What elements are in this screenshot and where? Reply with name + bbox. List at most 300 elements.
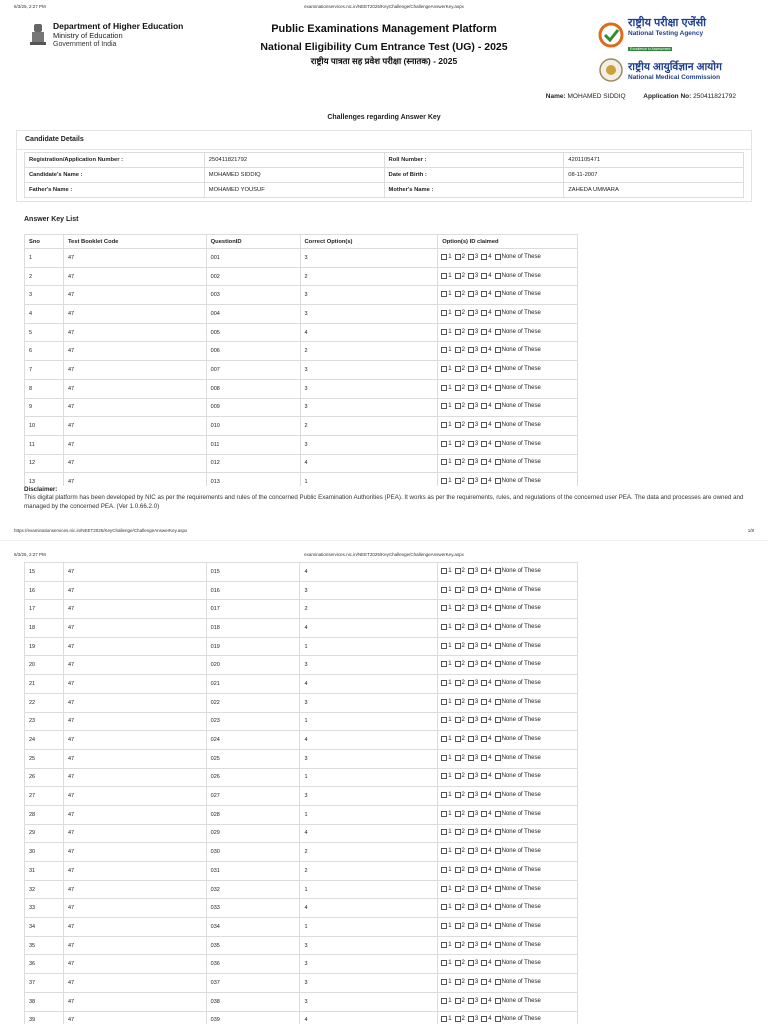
- checkbox-box[interactable]: [468, 755, 474, 761]
- option-2-checkbox[interactable]: [455, 979, 465, 985]
- option-4-checkbox[interactable]: [481, 923, 491, 929]
- option-1-checkbox[interactable]: [441, 829, 451, 835]
- checkbox-box[interactable]: [495, 736, 501, 742]
- none-of-these-checkbox[interactable]: [495, 587, 541, 593]
- checkbox-box[interactable]: [495, 624, 501, 630]
- checkbox-box[interactable]: [495, 366, 501, 372]
- option-4-checkbox[interactable]: [481, 867, 491, 873]
- checkbox-box[interactable]: [441, 998, 447, 1004]
- option-2-checkbox[interactable]: [455, 605, 465, 611]
- checkbox-box[interactable]: [495, 605, 501, 611]
- checkbox-box[interactable]: [495, 755, 501, 761]
- none-of-these-checkbox[interactable]: [495, 643, 541, 649]
- checkbox-box[interactable]: [455, 960, 461, 966]
- checkbox-box[interactable]: [441, 717, 447, 723]
- checkbox-box[interactable]: [468, 792, 474, 798]
- none-of-these-checkbox[interactable]: [495, 310, 541, 316]
- checkbox-box[interactable]: [495, 942, 501, 948]
- checkbox-box[interactable]: [455, 736, 461, 742]
- option-1-checkbox[interactable]: [441, 886, 451, 892]
- checkbox-box[interactable]: [481, 960, 487, 966]
- none-of-these-checkbox[interactable]: [495, 773, 541, 779]
- option-1-checkbox[interactable]: [441, 773, 451, 779]
- option-1-checkbox[interactable]: [441, 254, 451, 260]
- checkbox-box[interactable]: [455, 310, 461, 316]
- checkbox-box[interactable]: [441, 385, 447, 391]
- checkbox-box[interactable]: [495, 979, 501, 985]
- checkbox-box[interactable]: [481, 1016, 487, 1022]
- option-1-checkbox[interactable]: [441, 960, 451, 966]
- option-1-checkbox[interactable]: [441, 459, 451, 465]
- none-of-these-checkbox[interactable]: [495, 811, 541, 817]
- option-2-checkbox[interactable]: [455, 385, 465, 391]
- option-1-checkbox[interactable]: [441, 848, 451, 854]
- option-3-checkbox[interactable]: [468, 998, 478, 1004]
- checkbox-box[interactable]: [455, 366, 461, 372]
- option-4-checkbox[interactable]: [481, 773, 491, 779]
- option-2-checkbox[interactable]: [455, 587, 465, 593]
- option-3-checkbox[interactable]: [468, 829, 478, 835]
- checkbox-box[interactable]: [455, 717, 461, 723]
- option-1-checkbox[interactable]: [441, 478, 451, 484]
- checkbox-box[interactable]: [441, 867, 447, 873]
- checkbox-box[interactable]: [468, 329, 474, 335]
- option-1-checkbox[interactable]: [441, 643, 451, 649]
- option-3-checkbox[interactable]: [468, 347, 478, 353]
- checkbox-box[interactable]: [455, 923, 461, 929]
- checkbox-box[interactable]: [495, 329, 501, 335]
- checkbox-box[interactable]: [481, 923, 487, 929]
- checkbox-box[interactable]: [441, 310, 447, 316]
- checkbox-box[interactable]: [441, 478, 447, 484]
- checkbox-box[interactable]: [441, 755, 447, 761]
- option-4-checkbox[interactable]: [481, 605, 491, 611]
- option-3-checkbox[interactable]: [468, 624, 478, 630]
- checkbox-box[interactable]: [495, 385, 501, 391]
- checkbox-box[interactable]: [441, 254, 447, 260]
- checkbox-box[interactable]: [468, 403, 474, 409]
- checkbox-box[interactable]: [495, 661, 501, 667]
- option-1-checkbox[interactable]: [441, 717, 451, 723]
- checkbox-box[interactable]: [441, 1016, 447, 1022]
- option-4-checkbox[interactable]: [481, 459, 491, 465]
- checkbox-box[interactable]: [468, 773, 474, 779]
- checkbox-box[interactable]: [495, 867, 501, 873]
- none-of-these-checkbox[interactable]: [495, 848, 541, 854]
- checkbox-box[interactable]: [455, 680, 461, 686]
- checkbox-box[interactable]: [441, 979, 447, 985]
- checkbox-box[interactable]: [468, 254, 474, 260]
- option-2-checkbox[interactable]: [455, 886, 465, 892]
- none-of-these-checkbox[interactable]: [495, 717, 541, 723]
- option-3-checkbox[interactable]: [468, 661, 478, 667]
- checkbox-box[interactable]: [455, 568, 461, 574]
- checkbox-box[interactable]: [481, 310, 487, 316]
- none-of-these-checkbox[interactable]: [495, 792, 541, 798]
- checkbox-box[interactable]: [481, 755, 487, 761]
- checkbox-box[interactable]: [495, 699, 501, 705]
- none-of-these-checkbox[interactable]: [495, 329, 541, 335]
- option-3-checkbox[interactable]: [468, 736, 478, 742]
- checkbox-box[interactable]: [468, 829, 474, 835]
- option-3-checkbox[interactable]: [468, 366, 478, 372]
- checkbox-box[interactable]: [495, 680, 501, 686]
- none-of-these-checkbox[interactable]: [495, 403, 541, 409]
- none-of-these-checkbox[interactable]: [495, 736, 541, 742]
- option-2-checkbox[interactable]: [455, 960, 465, 966]
- checkbox-box[interactable]: [455, 273, 461, 279]
- checkbox-box[interactable]: [481, 829, 487, 835]
- option-4-checkbox[interactable]: [481, 329, 491, 335]
- checkbox-box[interactable]: [441, 568, 447, 574]
- option-1-checkbox[interactable]: [441, 904, 451, 910]
- checkbox-box[interactable]: [441, 923, 447, 929]
- option-4-checkbox[interactable]: [481, 736, 491, 742]
- option-3-checkbox[interactable]: [468, 403, 478, 409]
- checkbox-box[interactable]: [455, 661, 461, 667]
- checkbox-box[interactable]: [468, 310, 474, 316]
- option-3-checkbox[interactable]: [468, 755, 478, 761]
- none-of-these-checkbox[interactable]: [495, 273, 541, 279]
- checkbox-box[interactable]: [481, 624, 487, 630]
- option-4-checkbox[interactable]: [481, 680, 491, 686]
- option-4-checkbox[interactable]: [481, 717, 491, 723]
- checkbox-box[interactable]: [441, 459, 447, 465]
- none-of-these-checkbox[interactable]: [495, 478, 541, 484]
- option-4-checkbox[interactable]: [481, 942, 491, 948]
- checkbox-box[interactable]: [468, 587, 474, 593]
- checkbox-box[interactable]: [495, 811, 501, 817]
- checkbox-box[interactable]: [468, 347, 474, 353]
- option-3-checkbox[interactable]: [468, 254, 478, 260]
- checkbox-box[interactable]: [495, 587, 501, 593]
- checkbox-box[interactable]: [455, 587, 461, 593]
- option-1-checkbox[interactable]: [441, 699, 451, 705]
- option-1-checkbox[interactable]: [441, 273, 451, 279]
- option-3-checkbox[interactable]: [468, 960, 478, 966]
- checkbox-box[interactable]: [455, 624, 461, 630]
- option-1-checkbox[interactable]: [441, 979, 451, 985]
- checkbox-box[interactable]: [495, 310, 501, 316]
- checkbox-box[interactable]: [441, 792, 447, 798]
- option-2-checkbox[interactable]: [455, 1016, 465, 1022]
- checkbox-box[interactable]: [495, 568, 501, 574]
- none-of-these-checkbox[interactable]: [495, 904, 541, 910]
- none-of-these-checkbox[interactable]: [495, 960, 541, 966]
- option-1-checkbox[interactable]: [441, 942, 451, 948]
- checkbox-box[interactable]: [481, 254, 487, 260]
- checkbox-box[interactable]: [481, 385, 487, 391]
- option-4-checkbox[interactable]: [481, 998, 491, 1004]
- option-4-checkbox[interactable]: [481, 441, 491, 447]
- checkbox-box[interactable]: [455, 699, 461, 705]
- checkbox-box[interactable]: [455, 254, 461, 260]
- option-3-checkbox[interactable]: [468, 848, 478, 854]
- checkbox-box[interactable]: [481, 366, 487, 372]
- option-1-checkbox[interactable]: [441, 605, 451, 611]
- checkbox-box[interactable]: [481, 459, 487, 465]
- option-3-checkbox[interactable]: [468, 605, 478, 611]
- option-4-checkbox[interactable]: [481, 273, 491, 279]
- checkbox-box[interactable]: [495, 459, 501, 465]
- option-2-checkbox[interactable]: [455, 942, 465, 948]
- checkbox-box[interactable]: [468, 848, 474, 854]
- option-1-checkbox[interactable]: [441, 792, 451, 798]
- option-4-checkbox[interactable]: [481, 587, 491, 593]
- checkbox-box[interactable]: [481, 422, 487, 428]
- none-of-these-checkbox[interactable]: [495, 942, 541, 948]
- option-2-checkbox[interactable]: [455, 736, 465, 742]
- option-3-checkbox[interactable]: [468, 886, 478, 892]
- option-2-checkbox[interactable]: [455, 792, 465, 798]
- checkbox-box[interactable]: [455, 886, 461, 892]
- checkbox-box[interactable]: [468, 568, 474, 574]
- option-2-checkbox[interactable]: [455, 829, 465, 835]
- option-3-checkbox[interactable]: [468, 478, 478, 484]
- none-of-these-checkbox[interactable]: [495, 755, 541, 761]
- option-4-checkbox[interactable]: [481, 792, 491, 798]
- checkbox-box[interactable]: [481, 998, 487, 1004]
- option-1-checkbox[interactable]: [441, 736, 451, 742]
- option-2-checkbox[interactable]: [455, 998, 465, 1004]
- option-3-checkbox[interactable]: [468, 942, 478, 948]
- option-3-checkbox[interactable]: [468, 587, 478, 593]
- checkbox-box[interactable]: [481, 291, 487, 297]
- checkbox-box[interactable]: [455, 478, 461, 484]
- option-3-checkbox[interactable]: [468, 568, 478, 574]
- checkbox-box[interactable]: [481, 886, 487, 892]
- none-of-these-checkbox[interactable]: [495, 605, 541, 611]
- option-3-checkbox[interactable]: [468, 904, 478, 910]
- checkbox-box[interactable]: [495, 291, 501, 297]
- checkbox-box[interactable]: [441, 848, 447, 854]
- option-4-checkbox[interactable]: [481, 1016, 491, 1022]
- checkbox-box[interactable]: [455, 867, 461, 873]
- option-1-checkbox[interactable]: [441, 998, 451, 1004]
- option-4-checkbox[interactable]: [481, 886, 491, 892]
- option-2-checkbox[interactable]: [455, 459, 465, 465]
- checkbox-box[interactable]: [455, 829, 461, 835]
- option-2-checkbox[interactable]: [455, 478, 465, 484]
- option-3-checkbox[interactable]: [468, 867, 478, 873]
- option-3-checkbox[interactable]: [468, 792, 478, 798]
- checkbox-box[interactable]: [481, 717, 487, 723]
- none-of-these-checkbox[interactable]: [495, 998, 541, 1004]
- checkbox-box[interactable]: [441, 829, 447, 835]
- checkbox-box[interactable]: [495, 829, 501, 835]
- option-2-checkbox[interactable]: [455, 755, 465, 761]
- checkbox-box[interactable]: [441, 403, 447, 409]
- checkbox-box[interactable]: [455, 792, 461, 798]
- checkbox-box[interactable]: [468, 717, 474, 723]
- option-4-checkbox[interactable]: [481, 310, 491, 316]
- option-2-checkbox[interactable]: [455, 643, 465, 649]
- option-2-checkbox[interactable]: [455, 329, 465, 335]
- checkbox-box[interactable]: [495, 441, 501, 447]
- option-3-checkbox[interactable]: [468, 385, 478, 391]
- checkbox-box[interactable]: [468, 291, 474, 297]
- checkbox-box[interactable]: [468, 979, 474, 985]
- option-4-checkbox[interactable]: [481, 848, 491, 854]
- option-1-checkbox[interactable]: [441, 661, 451, 667]
- checkbox-box[interactable]: [455, 942, 461, 948]
- option-1-checkbox[interactable]: [441, 403, 451, 409]
- none-of-these-checkbox[interactable]: [495, 661, 541, 667]
- checkbox-box[interactable]: [468, 811, 474, 817]
- none-of-these-checkbox[interactable]: [495, 568, 541, 574]
- option-4-checkbox[interactable]: [481, 661, 491, 667]
- option-2-checkbox[interactable]: [455, 811, 465, 817]
- option-4-checkbox[interactable]: [481, 960, 491, 966]
- checkbox-box[interactable]: [495, 478, 501, 484]
- checkbox-box[interactable]: [455, 904, 461, 910]
- checkbox-box[interactable]: [495, 1016, 501, 1022]
- option-3-checkbox[interactable]: [468, 680, 478, 686]
- option-4-checkbox[interactable]: [481, 699, 491, 705]
- option-3-checkbox[interactable]: [468, 422, 478, 428]
- option-2-checkbox[interactable]: [455, 347, 465, 353]
- option-2-checkbox[interactable]: [455, 773, 465, 779]
- checkbox-box[interactable]: [455, 291, 461, 297]
- option-1-checkbox[interactable]: [441, 624, 451, 630]
- checkbox-box[interactable]: [495, 960, 501, 966]
- checkbox-box[interactable]: [468, 736, 474, 742]
- checkbox-box[interactable]: [441, 587, 447, 593]
- option-3-checkbox[interactable]: [468, 717, 478, 723]
- option-2-checkbox[interactable]: [455, 680, 465, 686]
- option-3-checkbox[interactable]: [468, 273, 478, 279]
- option-2-checkbox[interactable]: [455, 717, 465, 723]
- checkbox-box[interactable]: [441, 643, 447, 649]
- checkbox-box[interactable]: [468, 478, 474, 484]
- option-2-checkbox[interactable]: [455, 624, 465, 630]
- checkbox-box[interactable]: [481, 848, 487, 854]
- option-1-checkbox[interactable]: [441, 422, 451, 428]
- checkbox-box[interactable]: [455, 347, 461, 353]
- option-2-checkbox[interactable]: [455, 661, 465, 667]
- checkbox-box[interactable]: [481, 736, 487, 742]
- none-of-these-checkbox[interactable]: [495, 459, 541, 465]
- checkbox-box[interactable]: [455, 811, 461, 817]
- checkbox-box[interactable]: [468, 867, 474, 873]
- option-2-checkbox[interactable]: [455, 848, 465, 854]
- checkbox-box[interactable]: [481, 329, 487, 335]
- checkbox-box[interactable]: [468, 273, 474, 279]
- checkbox-box[interactable]: [495, 422, 501, 428]
- checkbox-box[interactable]: [495, 403, 501, 409]
- checkbox-box[interactable]: [481, 680, 487, 686]
- checkbox-box[interactable]: [481, 347, 487, 353]
- option-4-checkbox[interactable]: [481, 366, 491, 372]
- checkbox-box[interactable]: [468, 459, 474, 465]
- checkbox-box[interactable]: [495, 347, 501, 353]
- checkbox-box[interactable]: [495, 773, 501, 779]
- checkbox-box[interactable]: [468, 605, 474, 611]
- checkbox-box[interactable]: [441, 273, 447, 279]
- option-4-checkbox[interactable]: [481, 979, 491, 985]
- none-of-these-checkbox[interactable]: [495, 366, 541, 372]
- checkbox-box[interactable]: [481, 661, 487, 667]
- checkbox-box[interactable]: [495, 848, 501, 854]
- option-1-checkbox[interactable]: [441, 347, 451, 353]
- option-3-checkbox[interactable]: [468, 811, 478, 817]
- option-1-checkbox[interactable]: [441, 568, 451, 574]
- checkbox-box[interactable]: [441, 811, 447, 817]
- option-2-checkbox[interactable]: [455, 867, 465, 873]
- checkbox-box[interactable]: [455, 643, 461, 649]
- option-4-checkbox[interactable]: [481, 347, 491, 353]
- checkbox-box[interactable]: [468, 942, 474, 948]
- checkbox-box[interactable]: [481, 403, 487, 409]
- option-4-checkbox[interactable]: [481, 624, 491, 630]
- option-1-checkbox[interactable]: [441, 385, 451, 391]
- option-2-checkbox[interactable]: [455, 422, 465, 428]
- none-of-these-checkbox[interactable]: [495, 699, 541, 705]
- option-1-checkbox[interactable]: [441, 867, 451, 873]
- option-3-checkbox[interactable]: [468, 1016, 478, 1022]
- none-of-these-checkbox[interactable]: [495, 923, 541, 929]
- checkbox-box[interactable]: [441, 680, 447, 686]
- none-of-these-checkbox[interactable]: [495, 624, 541, 630]
- checkbox-box[interactable]: [468, 441, 474, 447]
- checkbox-box[interactable]: [495, 717, 501, 723]
- option-2-checkbox[interactable]: [455, 923, 465, 929]
- checkbox-box[interactable]: [441, 699, 447, 705]
- checkbox-box[interactable]: [481, 605, 487, 611]
- option-2-checkbox[interactable]: [455, 310, 465, 316]
- checkbox-box[interactable]: [468, 422, 474, 428]
- option-4-checkbox[interactable]: [481, 811, 491, 817]
- option-1-checkbox[interactable]: [441, 366, 451, 372]
- checkbox-box[interactable]: [455, 848, 461, 854]
- checkbox-box[interactable]: [495, 254, 501, 260]
- option-4-checkbox[interactable]: [481, 291, 491, 297]
- option-4-checkbox[interactable]: [481, 829, 491, 835]
- option-2-checkbox[interactable]: [455, 904, 465, 910]
- checkbox-box[interactable]: [455, 998, 461, 1004]
- checkbox-box[interactable]: [441, 661, 447, 667]
- option-3-checkbox[interactable]: [468, 291, 478, 297]
- checkbox-box[interactable]: [468, 680, 474, 686]
- checkbox-box[interactable]: [495, 273, 501, 279]
- checkbox-box[interactable]: [495, 886, 501, 892]
- checkbox-box[interactable]: [455, 422, 461, 428]
- checkbox-box[interactable]: [468, 886, 474, 892]
- checkbox-box[interactable]: [441, 366, 447, 372]
- option-1-checkbox[interactable]: [441, 291, 451, 297]
- checkbox-box[interactable]: [441, 904, 447, 910]
- checkbox-box[interactable]: [455, 441, 461, 447]
- checkbox-box[interactable]: [468, 643, 474, 649]
- none-of-these-checkbox[interactable]: [495, 680, 541, 686]
- checkbox-box[interactable]: [441, 329, 447, 335]
- checkbox-box[interactable]: [481, 773, 487, 779]
- checkbox-box[interactable]: [455, 403, 461, 409]
- none-of-these-checkbox[interactable]: [495, 385, 541, 391]
- option-2-checkbox[interactable]: [455, 366, 465, 372]
- option-1-checkbox[interactable]: [441, 811, 451, 817]
- checkbox-box[interactable]: [468, 661, 474, 667]
- checkbox-box[interactable]: [481, 699, 487, 705]
- option-4-checkbox[interactable]: [481, 568, 491, 574]
- none-of-these-checkbox[interactable]: [495, 254, 541, 260]
- option-3-checkbox[interactable]: [468, 923, 478, 929]
- checkbox-box[interactable]: [441, 291, 447, 297]
- option-3-checkbox[interactable]: [468, 643, 478, 649]
- none-of-these-checkbox[interactable]: [495, 886, 541, 892]
- checkbox-box[interactable]: [468, 699, 474, 705]
- none-of-these-checkbox[interactable]: [495, 422, 541, 428]
